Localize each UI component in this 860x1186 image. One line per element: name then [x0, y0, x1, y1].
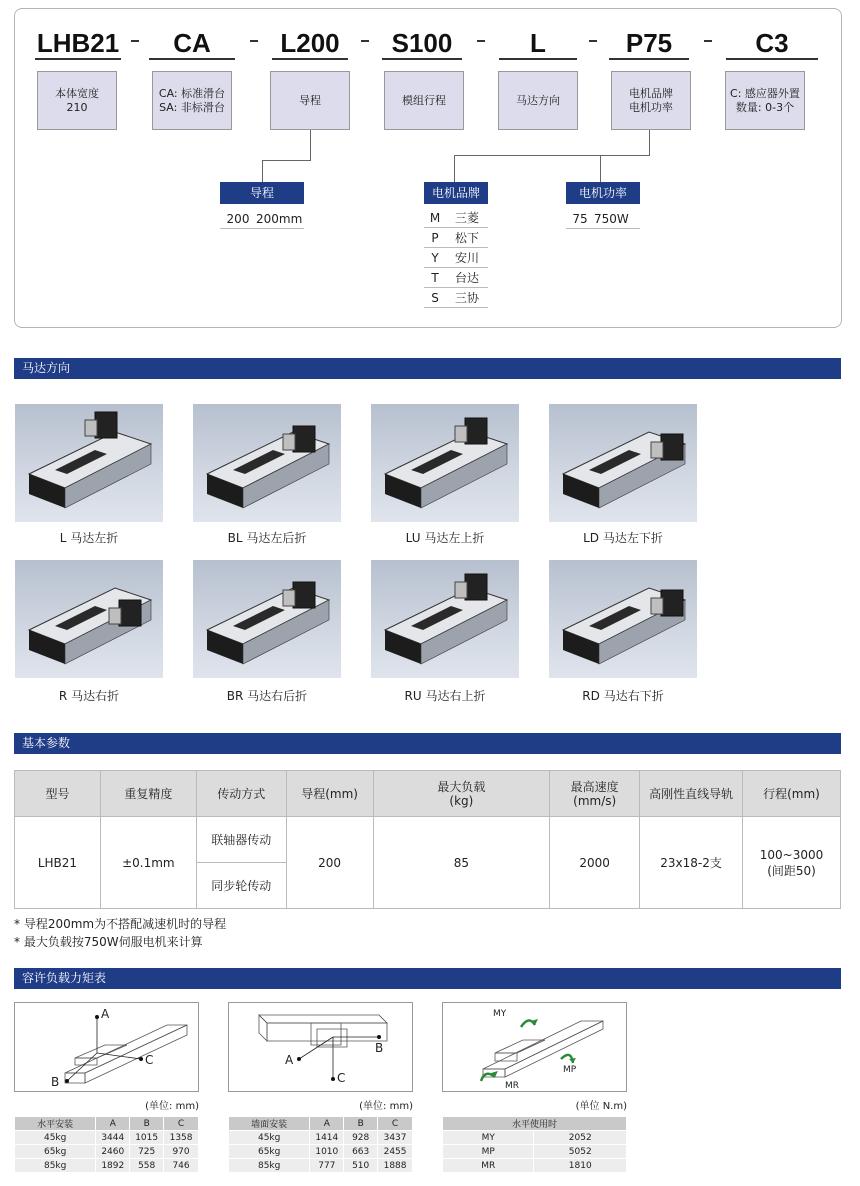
- linear-module-icon: [371, 560, 519, 678]
- code-desc-line: 电机功率: [629, 100, 673, 114]
- motor-caption: R 马达右折: [58, 689, 120, 703]
- code-desc-line: C: 感应器外置: [730, 86, 800, 100]
- moment-label-mr: MR: [505, 1081, 520, 1091]
- code-desc-line: 210: [66, 100, 88, 114]
- load-table-header-cell: 墙面安装: [229, 1117, 310, 1131]
- note-1: * 导程200mm为不搭配减速机时的导程: [14, 917, 227, 931]
- brand-code: P: [431, 231, 439, 245]
- load-table-cell: 65kg: [15, 1145, 96, 1159]
- brand-option-row: [424, 208, 488, 228]
- params-header-cell: 行程(mm): [743, 771, 841, 817]
- connector-p75: [649, 130, 650, 155]
- brand-option-row: [424, 248, 488, 268]
- load-table-cell: 1892: [96, 1159, 130, 1173]
- linear-module-icon: [193, 560, 341, 678]
- code-separator-dash: [131, 40, 139, 42]
- load-table-cell: 85kg: [15, 1159, 96, 1173]
- param-load: 85: [373, 817, 550, 909]
- brand-name: 台达: [454, 271, 479, 285]
- load-table-cell: 746: [164, 1159, 199, 1173]
- code-desc-line: 模组行程: [402, 93, 446, 107]
- motor-image-ld: [549, 404, 697, 522]
- load-table-header: [229, 1117, 413, 1131]
- moment-table-row: [443, 1159, 627, 1173]
- motor-caption: L 马达左折: [59, 531, 119, 545]
- params-header-cell: 传动方式: [196, 771, 286, 817]
- code-segment-lhb21: LHB21: [36, 28, 120, 58]
- wall-label-c: C: [337, 1071, 346, 1085]
- param-rail: 23x18-2支: [640, 817, 743, 909]
- moment-rail-drawing: [443, 1003, 628, 1093]
- param-drive-2: 同步轮传动: [196, 863, 286, 909]
- moment-table-row: [443, 1131, 627, 1145]
- motor-caption: BR 马达右后折: [226, 689, 308, 703]
- load-table-cell: 777: [310, 1159, 344, 1173]
- power-option-value: 750W: [594, 212, 629, 226]
- load-table-header-cell: B: [344, 1117, 378, 1131]
- code-segment-ca: CA: [173, 28, 211, 58]
- basic-params-bar: 基本参数: [14, 733, 841, 754]
- params-header-cell: 重复精度: [100, 771, 196, 817]
- load-table-row: [15, 1159, 199, 1173]
- motor-direction-bar: 马达方向: [14, 358, 841, 379]
- lead-option-title: 导程: [220, 182, 304, 204]
- code-desc-ca: [152, 71, 232, 130]
- motor-caption: BL 马达左后折: [227, 531, 307, 545]
- wall-rail-drawing: [229, 1003, 414, 1093]
- horizontal-label-a: A: [101, 1007, 110, 1021]
- code-desc-c3: [725, 71, 805, 130]
- params-table: [14, 770, 841, 909]
- motor-image-l: [15, 404, 163, 522]
- linear-module-icon: [15, 404, 163, 522]
- load-table-cell: 2460: [96, 1145, 130, 1159]
- code-separator-dash: [589, 40, 597, 42]
- motor-caption: RD 马达右下折: [582, 689, 664, 703]
- param-lead: 200: [286, 817, 373, 909]
- load-table-cell: 510: [344, 1159, 378, 1173]
- connector-brand-v: [454, 155, 455, 182]
- code-segment-s100: S100: [391, 28, 453, 58]
- load-table-cell: 1888: [378, 1159, 413, 1173]
- load-table-cell: 1414: [310, 1131, 344, 1145]
- code-desc-line: 本体宽度: [55, 86, 99, 100]
- brand-code: S: [431, 291, 439, 305]
- params-header-cell: 导程(mm): [286, 771, 373, 817]
- load-table-row: [15, 1131, 199, 1145]
- code-desc-line: CA: 标准滑台: [158, 86, 226, 100]
- param-drive-1: 联轴器传动: [196, 817, 286, 863]
- param-accuracy: ±0.1mm: [100, 817, 196, 909]
- moment-label-my: MY: [493, 1009, 507, 1019]
- load-table-cell: 45kg: [15, 1131, 96, 1145]
- motor-caption: LD 马达左下折: [583, 531, 663, 545]
- motor-image-rd: [549, 560, 697, 678]
- code-underline: [149, 58, 235, 60]
- wall-label-a: A: [285, 1053, 294, 1067]
- load-table-cell: 3444: [96, 1131, 130, 1145]
- load-table-cell: 1015: [130, 1131, 164, 1145]
- params-header-cell: 型号: [15, 771, 101, 817]
- connector-lead: [310, 130, 311, 160]
- code-separator-dash: [704, 40, 712, 42]
- code-desc-line: 导程: [299, 93, 321, 107]
- lead-option-row: [220, 209, 304, 229]
- horizontal-label-c: C: [145, 1053, 154, 1067]
- load-table-cell: 1010: [310, 1145, 344, 1159]
- wall-unit: (单位: mm): [359, 1101, 413, 1112]
- connector-lead-h: [262, 160, 311, 161]
- lead-option-code: 200: [226, 212, 250, 226]
- lead-option-value: 200mm: [256, 212, 303, 226]
- moment-value-table: [442, 1116, 627, 1173]
- code-desc-line: 数量: 0-3个: [735, 100, 795, 114]
- code-segment-l200: L200: [280, 28, 340, 58]
- horizontal-unit: (单位: mm): [145, 1101, 199, 1112]
- code-underline: [272, 58, 348, 60]
- moment-label-mp: MP: [563, 1065, 577, 1075]
- load-table-cell: 85kg: [229, 1159, 310, 1173]
- load-table-header-cell: 水平安装: [15, 1117, 96, 1131]
- load-table-header-cell: C: [164, 1117, 199, 1131]
- code-underline: [726, 58, 818, 60]
- load-table-header: [15, 1117, 199, 1131]
- motor-caption: LU 马达左上折: [405, 531, 485, 545]
- code-desc-line: 电机品牌: [629, 86, 673, 100]
- load-table-cell: 65kg: [229, 1145, 310, 1159]
- code-segment-p75: P75: [625, 28, 673, 58]
- brand-name: 安川: [454, 251, 479, 265]
- load-table-row: [229, 1145, 413, 1159]
- load-table-cell: 725: [130, 1145, 164, 1159]
- param-stroke: [743, 817, 841, 909]
- code-desc-p75: [611, 71, 691, 130]
- params-row-1: [15, 817, 841, 863]
- load-table-row: [229, 1131, 413, 1145]
- moment-table-header-cell: 水平使用时: [443, 1117, 627, 1131]
- connector-p75-h: [454, 155, 650, 156]
- load-table-cell: 558: [130, 1159, 164, 1173]
- brand-option-row: [424, 288, 488, 308]
- code-segment-l: L: [530, 28, 546, 58]
- motor-image-bl: [193, 404, 341, 522]
- param-speed: 2000: [550, 817, 640, 909]
- power-option-code: 75: [572, 212, 588, 226]
- brand-option-list: [424, 208, 488, 308]
- code-separator-dash: [250, 40, 258, 42]
- code-underline: [499, 58, 577, 60]
- brand-option-title: 电机品牌: [424, 182, 488, 204]
- brand-code: M: [429, 211, 441, 225]
- power-option-title: 电机功率: [566, 182, 640, 204]
- horizontal-label-b: B: [51, 1075, 60, 1089]
- brand-name: 三协: [454, 291, 479, 305]
- brand-name: 松下: [454, 231, 479, 245]
- moment-table-header: [443, 1117, 627, 1131]
- motor-image-ru: [371, 560, 519, 678]
- load-table-cell: 3437: [378, 1131, 413, 1145]
- code-separator-dash: [361, 40, 369, 42]
- moment-table-cell: MY: [443, 1131, 534, 1145]
- code-desc-lhb21: [37, 71, 117, 130]
- wall-mount-diagram: [228, 1002, 413, 1092]
- code-desc-s100: [384, 71, 464, 130]
- moment-table-cell: MP: [443, 1145, 534, 1159]
- moment-table-cell: MR: [443, 1159, 534, 1173]
- load-table-header-cell: B: [130, 1117, 164, 1131]
- linear-module-icon: [15, 560, 163, 678]
- moment-table-cell: 1810: [534, 1159, 627, 1173]
- motor-image-br: [193, 560, 341, 678]
- moment-table-cell: 2052: [534, 1131, 627, 1145]
- connector-power-v: [600, 155, 601, 182]
- load-table-cell: 45kg: [229, 1131, 310, 1145]
- motor-image-lu: [371, 404, 519, 522]
- linear-module-icon: [371, 404, 519, 522]
- motor-caption: RU 马达右上折: [404, 689, 486, 703]
- motor-image-r: [15, 560, 163, 678]
- load-table-row: [15, 1145, 199, 1159]
- brand-option-row: [424, 268, 488, 288]
- load-table-cell: 1358: [164, 1131, 199, 1145]
- load-table-cell: 928: [344, 1131, 378, 1145]
- code-underline: [609, 58, 689, 60]
- linear-module-icon: [549, 560, 697, 678]
- params-header-row: [15, 771, 841, 817]
- param-stroke-step: (间距50): [767, 863, 816, 878]
- brand-code: Y: [431, 251, 439, 265]
- moment-diagram: [442, 1002, 627, 1092]
- brand-name: 三菱: [454, 211, 479, 225]
- horizontal-mount-diagram: [14, 1002, 199, 1092]
- params-header-cell: 最高速度 (mm/s): [550, 771, 640, 817]
- code-separator-dash: [477, 40, 485, 42]
- load-table-cell: 970: [164, 1145, 199, 1159]
- code-desc-l: [498, 71, 578, 130]
- load-table-header-cell: A: [310, 1117, 344, 1131]
- brand-code: T: [431, 271, 439, 285]
- linear-module-icon: [549, 404, 697, 522]
- param-model: LHB21: [15, 817, 101, 909]
- linear-module-icon: [193, 404, 341, 522]
- moment-table-bar: 容许负载力矩表: [14, 968, 841, 989]
- code-segment-c3: C3: [755, 28, 789, 58]
- params-header-cell: 最大负载 (kg): [373, 771, 550, 817]
- code-desc-l200: [270, 71, 350, 130]
- params-header-cell: 高刚性直线导轨: [640, 771, 743, 817]
- connector-lead-v: [262, 160, 263, 182]
- load-table-header-cell: C: [378, 1117, 413, 1131]
- moment-unit: (单位 N.m): [575, 1101, 627, 1112]
- note-2: * 最大负载按750W伺服电机来计算: [14, 935, 203, 949]
- power-option-row: [566, 209, 640, 229]
- param-stroke-range: 100~3000: [759, 847, 824, 862]
- code-desc-line: SA: 非标滑台: [159, 100, 225, 114]
- code-underline: [35, 58, 121, 60]
- wall-label-b: B: [375, 1041, 384, 1055]
- brand-option-row: [424, 228, 488, 248]
- load-table-cell: 2455: [378, 1145, 413, 1159]
- load-table-cell: 663: [344, 1145, 378, 1159]
- horizontal-load-table: [14, 1116, 199, 1173]
- load-table-row: [229, 1159, 413, 1173]
- moment-table-row: [443, 1145, 627, 1159]
- wall-load-table: [228, 1116, 413, 1173]
- moment-table-cell: 5052: [534, 1145, 627, 1159]
- code-desc-line: 马达方向: [516, 93, 560, 107]
- load-table-header-cell: A: [96, 1117, 130, 1131]
- code-underline: [382, 58, 462, 60]
